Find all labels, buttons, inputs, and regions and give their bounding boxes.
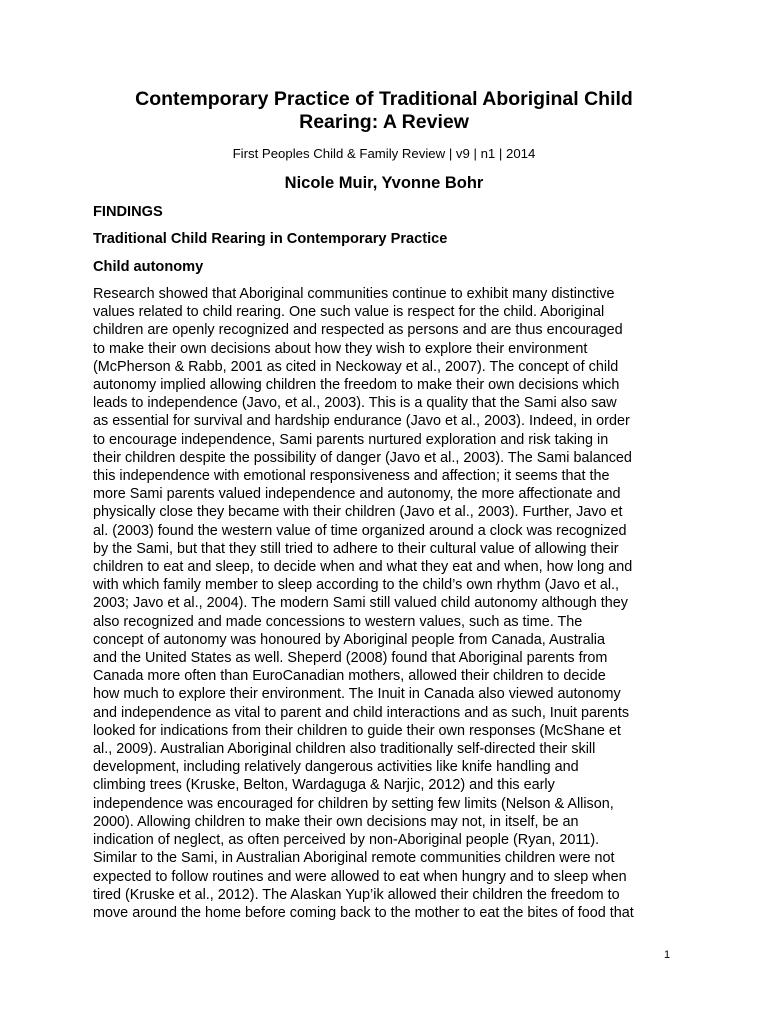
body-line: how much to explore their environment. The Inuit in Canada also viewed autonomy <box>93 686 621 703</box>
body-line: 2003; Javo et al., 2004). The modern Sami still valued child autonomy although they <box>93 595 628 612</box>
body-line: expected to follow routines and were allowed to eat when hungry and to sleep when <box>93 868 627 885</box>
body-line: their children despite the possibility of danger (Javo et al., 2003). The Sami balanced <box>93 449 632 466</box>
body-line: 2000). Allowing children to make their own decisions may not, in itself, be an <box>93 813 579 830</box>
title-line: Rearing: A Review <box>299 111 469 133</box>
body-line: to encourage independence, Sami parents nurtured exploration and risk taking in <box>93 431 609 448</box>
body-line: by the Sami, but that they still tried to adhere to their cultural value of allowing their <box>93 540 619 557</box>
body-line: move around the home before coming back to the mother to eat the bites of food that <box>93 904 634 921</box>
body-line: values related to child rearing. One such value is respect for the child. Aboriginal <box>93 304 605 321</box>
body-line: and the United States as well. Sheperd (2008) found that Aboriginal parents from <box>93 650 608 667</box>
subsection-heading-autonomy: Child autonomy <box>93 259 204 275</box>
body-line: children to eat and sleep, to decide when and what they eat and when, how long and <box>93 559 633 576</box>
body-line: more Sami parents valued independence and autonomy, the more affectionate and <box>93 486 621 503</box>
body-line: and independence as vital to parent and child interactions and as such, Inuit parents <box>93 704 630 721</box>
body-line: independence was encouraged for children by setting few limits (Nelson & Allison, <box>93 795 614 812</box>
body-line: to make their own decisions about how they wish to explore their environment <box>93 340 588 357</box>
body-line: Canada more often than EuroCanadian mothers, allowed their children to decide <box>93 668 606 685</box>
title-line: Contemporary Practice of Traditional Aboriginal Child <box>135 88 633 110</box>
body-line: as essential for survival and hardship endurance (Javo et al., 2003). Indeed, in order <box>93 413 630 430</box>
body-line: Similar to the Sami, in Australian Aboriginal remote communities children were not <box>93 850 615 867</box>
body-line: Research showed that Aboriginal communities continue to exhibit many distinctive <box>93 286 615 302</box>
document-title <box>100 88 668 134</box>
journal-citation: First Peoples Child & Family Review | v9 | n1 | 2014 <box>232 146 536 161</box>
section-heading-findings: FINDINGS <box>93 204 163 220</box>
body-line: this independence with emotional responsiveness and affection; it seems that the <box>93 468 610 485</box>
body-line: children are openly recognized and respected as persons and are thus encouraged <box>93 322 623 339</box>
body-paragraph <box>93 285 683 922</box>
body-line: physically close they became with their children (Javo et al., 2003). Further, Javo et <box>93 504 623 521</box>
body-line: indication of neglect, as often perceived by non-Aboriginal people (Ryan, 2011). <box>93 832 600 849</box>
body-line: looked for indications from their children to guide their own responses (McShane et <box>93 722 621 739</box>
body-line: leads to independence (Javo, et al., 2003). This is a quality that the Sami also saw <box>93 395 617 412</box>
page-number: 1 <box>664 949 671 961</box>
body-line: tired (Kruske et al., 2012). The Alaskan Yup’ik allowed their children the freedom to <box>93 886 620 903</box>
subsection-heading-traditional: Traditional Child Rearing in Contemporary Practice <box>93 231 448 247</box>
body-line: al. (2003) found the western value of time organized around a clock was recognized <box>93 522 627 539</box>
body-line: (McPherson & Rabb, 2001 as cited in Neckoway et al., 2007). The concept of child <box>93 358 619 375</box>
author-names: Nicole Muir, Yvonne Bohr <box>284 174 484 192</box>
body-line: concept of autonomy was honoured by Aboriginal people from Canada, Australia <box>93 631 605 648</box>
body-line: al., 2009). Australian Aboriginal children also traditionally self-directed their skill <box>93 741 596 758</box>
body-line: also recognized and made concessions to western values, such as time. The <box>93 613 583 630</box>
body-line: autonomy implied allowing children the freedom to make their own decisions which <box>93 377 620 394</box>
body-line: climbing trees (Kruske, Belton, Wardaguga & Narjic, 2012) and this early <box>93 777 555 794</box>
body-line: with which family member to sleep according to the child’s own rhythm (Javo et al., <box>93 577 620 594</box>
body-line: development, including relatively dangerous activities like knife handling and <box>93 759 579 776</box>
